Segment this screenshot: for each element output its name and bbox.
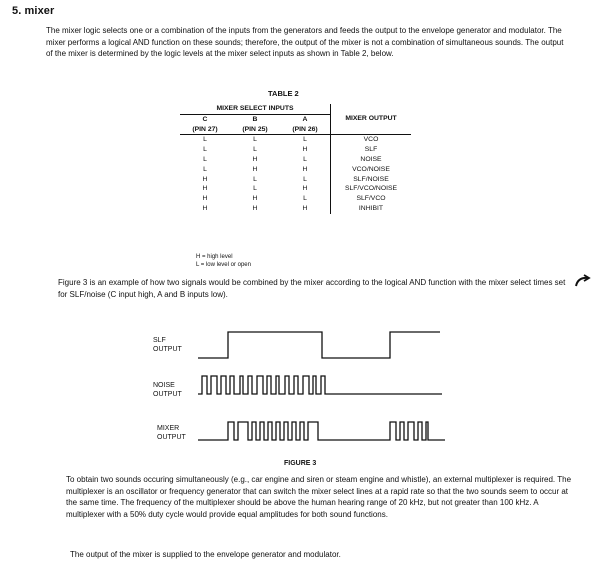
output-header: MIXER OUTPUT [331, 104, 412, 135]
cell-a: L [303, 175, 307, 183]
cell-b: H [252, 155, 258, 163]
cell-b: L [253, 146, 257, 154]
cell-a: H [302, 165, 308, 173]
cell-output: SLF [331, 145, 412, 155]
closing-paragraph: The output of the mixer is supplied to the envelope generator and modulator. [70, 550, 341, 559]
intro-paragraph: The mixer logic selects one or a combination of the inputs from the generators and feeds the output to the envelope generator and modulator. The mixer performs a logical AND function on these sounds; therefore, the output of the mixer is not a combination of simultaneous sounds. The output of the mixer is determined by the logic levels at the mixer select inputs as shown in Table 2, below. [46, 26, 564, 58]
pin-header-b: (PIN 25) [230, 125, 280, 135]
cell-a: L [303, 136, 307, 144]
slf-label-line1: SLF [153, 337, 166, 344]
cell-c: L [203, 146, 207, 154]
slf-waveform [198, 332, 440, 358]
cell-c: L [203, 155, 207, 163]
cell-output: SLF/VCO [331, 194, 412, 204]
col-header-a: A [302, 115, 308, 123]
cell-c: H [202, 195, 208, 203]
cell-c: H [202, 204, 208, 212]
pin-header-c: (PIN 27) [180, 125, 230, 135]
noise-label-line2: OUTPUT [153, 391, 182, 398]
cell-output: INHIBIT [331, 204, 412, 214]
slf-label-line2: OUTPUT [153, 346, 182, 353]
multiplexer-paragraph: To obtain two sounds occuring simultaneously (e.g., car engine and siren or steam engine and whistle), an external multiplexer is required. The multiplexer is an oscillator or frequency generator that can switch the mixer select lines at a rapid rate so that the two sounds seem to occur at the same time. The frequency of the multiplexer should be above the human hearing range of 20 kHz, but not greater than 100 kHz. A multiplexer with a 50% duty cycle would provide equal amplitudes for both sound functions. [66, 475, 572, 519]
cell-c: L [203, 136, 207, 144]
cell-output: VCO/NOISE [331, 165, 412, 175]
noise-waveform [198, 376, 442, 394]
table-title: TABLE 2 [268, 89, 299, 98]
cell-c: H [202, 175, 208, 183]
mixer-label-line2: OUTPUT [157, 434, 186, 441]
cell-output: NOISE [331, 155, 412, 165]
cell-b: L [253, 185, 257, 193]
cell-b: L [253, 175, 257, 183]
cell-output: SLF/NOISE [331, 175, 412, 185]
inputs-header: MIXER SELECT INPUTS [180, 104, 331, 114]
cell-b: H [252, 204, 258, 212]
cell-a: L [303, 195, 307, 203]
cell-b: L [253, 136, 257, 144]
cell-c: H [202, 185, 208, 193]
pin-header-a: (PIN 26) [280, 125, 331, 135]
legend-low: L = low level or open [196, 262, 251, 268]
figure-caption: FIGURE 3 [284, 460, 317, 467]
mixer-label-line1: MIXER [157, 425, 180, 432]
noise-label-line1: NOISE [153, 382, 175, 389]
legend-high: H = high level [196, 254, 233, 260]
cell-a: H [302, 146, 308, 154]
cell-c: L [203, 165, 207, 173]
col-header-b: B [252, 115, 258, 123]
section-heading: 5. mixer [12, 5, 55, 17]
cell-a: L [303, 155, 307, 163]
cell-output: VCO [331, 135, 412, 145]
mixer-waveform [198, 422, 445, 440]
cell-b: H [252, 195, 258, 203]
col-header-c: C [202, 115, 208, 123]
figure-intro-paragraph: Figure 3 is an example of how two signals would be combined by the mixer according to the logical AND function with the mixer select times set for SLF/noise (C input high, A and B inputs low). [58, 278, 566, 299]
cell-a: H [302, 204, 308, 212]
cell-b: H [252, 165, 258, 173]
cell-output: SLF/VCO/NOISE [331, 184, 412, 194]
cell-a: H [302, 185, 308, 193]
